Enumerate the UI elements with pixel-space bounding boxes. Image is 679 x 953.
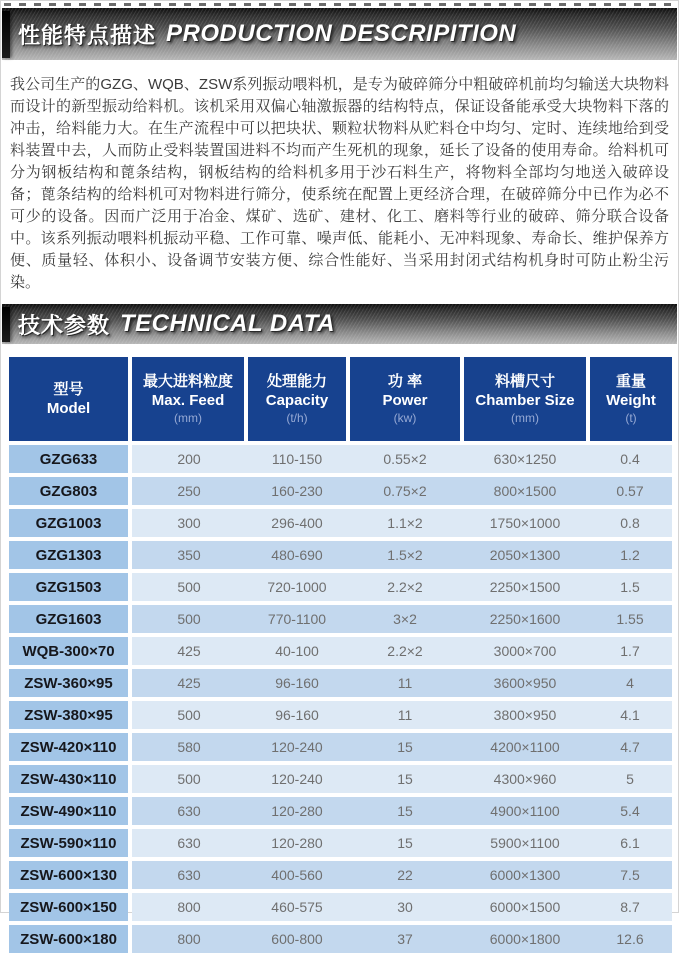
value-cell: 6.1 [620,835,640,851]
value-cell: 1.55 [616,611,644,627]
value-cell: 350 [177,547,201,563]
row-values [132,637,672,665]
column-header-max-feed [132,357,244,441]
column-header-unit: (t) [625,411,637,425]
table-row [9,829,670,857]
column-header-cn: 料槽尺寸 [494,373,555,390]
column-header-power [350,357,460,441]
value-cell: 630 [177,803,201,819]
value-cell: 11 [397,707,413,723]
table-row [9,541,670,569]
value-cell: 630 [177,867,201,883]
table-header-row [9,357,670,441]
model-cell: GZG633 [9,445,128,473]
value-cell: 6000×1300 [489,867,561,883]
column-header-en: Model [46,400,91,417]
value-cell: 1750×1000 [489,515,561,531]
section-title-cn: 技术参数 [18,312,111,338]
row-values [132,541,672,569]
value-cell: 4 [626,675,634,691]
model-cell: GZG803 [9,477,128,505]
value-cell: 0.57 [616,483,644,499]
value-cell: 2050×1300 [489,547,561,563]
value-cell: 580 [177,739,201,755]
value-cell: 4.7 [620,739,640,755]
value-cell: 300 [177,515,201,531]
row-values [132,893,672,921]
row-values [132,733,672,761]
value-cell: 0.75×2 [383,483,427,499]
value-cell: 460-575 [271,899,323,915]
value-cell: 15 [397,835,413,851]
model-cell: GZG1303 [9,541,128,569]
column-header-unit: (mm) [174,411,202,425]
value-cell: 96-160 [275,675,319,691]
model-cell: ZSW-490×110 [9,797,128,825]
column-header-en: Capacity [265,392,329,409]
band-left-wedge [2,307,10,342]
table-row [9,445,670,473]
value-cell: 0.55×2 [383,451,427,467]
model-cell: ZSW-360×95 [9,669,128,697]
column-header-cn: 处理能力 [266,373,327,390]
value-cell: 800 [177,899,201,915]
value-cell: 11 [397,675,413,691]
value-cell: 120-240 [271,739,323,755]
value-cell: 1.1×2 [387,515,423,531]
value-cell: 1.5 [620,579,640,595]
table-row [9,893,670,921]
model-cell: GZG1603 [9,605,128,633]
table-row [9,477,670,505]
value-cell: 40-100 [275,643,319,659]
value-cell: 110-150 [271,451,323,467]
value-cell: 30 [397,899,413,915]
column-header-model [9,357,128,441]
value-cell: 120-280 [271,835,323,851]
model-cell: ZSW-590×110 [9,829,128,857]
value-cell: 4900×1100 [490,803,560,819]
row-values [132,797,672,825]
value-cell: 250 [177,483,201,499]
column-header-cn: 功 率 [387,373,423,390]
column-header-en: Chamber Size [475,392,575,409]
value-cell: 3000×700 [493,643,557,659]
value-cell: 22 [397,867,413,883]
value-cell: 800×1500 [493,483,557,499]
section-title-en: PRODUCTION DESCRIPITION [166,20,517,47]
value-cell: 5900×1100 [490,835,560,851]
model-cell: ZSW-600×180 [9,925,128,953]
value-cell: 3800×950 [493,707,557,723]
value-cell: 15 [397,739,413,755]
row-values [132,925,672,953]
value-cell: 96-160 [275,707,319,723]
model-cell: GZG1003 [9,509,128,537]
value-cell: 4200×1100 [490,739,560,755]
value-cell: 480-690 [271,547,323,563]
section-header-technical-data [2,304,677,344]
value-cell: 400-560 [271,867,323,883]
value-cell: 0.8 [620,515,640,531]
value-cell: 3×2 [393,611,417,627]
section-title-cn: 性能特点描述 [18,22,157,48]
value-cell: 720-1000 [267,579,327,595]
value-cell: 2250×1500 [489,579,561,595]
column-header-en: Max. Feed [151,392,225,409]
row-values [132,573,672,601]
value-cell: 120-240 [271,771,323,787]
value-cell: 12.6 [616,931,644,947]
value-cell: 200 [177,451,201,467]
row-values [132,829,672,857]
section-title-en: TECHNICAL DATA [120,310,335,337]
column-header-chamber-size [464,357,586,441]
value-cell: 630×1250 [493,451,557,467]
value-cell: 4300×960 [493,771,557,787]
value-cell: 2250×1600 [489,611,561,627]
value-cell: 500 [177,707,201,723]
value-cell: 160-230 [271,483,323,499]
row-values [132,701,672,729]
column-header-unit: (kw) [393,411,417,425]
model-cell: ZSW-420×110 [9,733,128,761]
column-header-en: Power [382,392,428,409]
section-header-production-description [2,8,677,60]
row-values [132,669,672,697]
value-cell: 37 [397,931,413,947]
value-cell: 1.2 [620,547,640,563]
value-cell: 4.1 [620,707,640,723]
value-cell: 630 [177,835,201,851]
value-cell: 6000×1500 [489,899,561,915]
column-header-unit: (mm) [511,411,539,425]
model-cell: GZG1503 [9,573,128,601]
row-values [132,477,672,505]
table-row [9,861,670,889]
model-cell: ZSW-600×150 [9,893,128,921]
value-cell: 8.7 [620,899,640,915]
product-description-text: 我公司生产的GZG、WQB、ZSW系列振动喂料机，是专为破碎筛分中粗破碎机前均匀输送大块物料而设计的新型振动给料机。该机采用双偏心轴激振器的结构特点，保证设备能承受大块物料下落的冲击，给料能力大。在生产流程中可以把块状、颗粒状物料从贮料仓中均匀、定时、连续地给到受料装置中去，人而防止受料装置国进料不均而产生死机的现象，延长了设备的使用寿命。给料机可分为钢板结构和蓖条结构，钢板结构的给料机多用于沙石料生产，将物料全部均匀地送入破碎设备；蓖条结构的给料机可对物料进行筛分，使系统在配置上更经济合理，在破碎筛分中已作为必不可少的设备。因而广泛用于冶金、煤矿、选矿、建材、化工、磨料等行业的破碎、筛分联合设备中。该系列振动喂料机振动平稳、工作可靠、噪声低、能耗小、无冲料现象、寿命长、维护保养方便、质量轻、体积小、设备调节安装方便、综合性能好、当采用封闭式结构机身时可防止粉尘污染。 [10,76,669,291]
value-cell: 800 [177,931,201,947]
row-values [132,605,672,633]
value-cell: 500 [177,611,201,627]
table-row [9,637,670,665]
value-cell: 1.7 [620,643,640,659]
model-cell: ZSW-600×130 [9,861,128,889]
value-cell: 770-1100 [267,611,327,627]
table-row [9,573,670,601]
table-row [9,797,670,825]
table-row [9,733,670,761]
value-cell: 1.5×2 [387,547,423,563]
value-cell: 425 [177,643,201,659]
row-values [132,765,672,793]
column-header-unit: (t/h) [286,411,308,425]
column-header-capacity [248,357,346,441]
model-cell: ZSW-430×110 [9,765,128,793]
model-cell: ZSW-380×95 [9,701,128,729]
table-row [9,701,670,729]
technical-data-table [9,357,670,953]
value-cell: 7.5 [620,867,640,883]
column-header-weight [590,357,672,441]
value-cell: 5.4 [620,803,640,819]
table-row [9,765,670,793]
value-cell: 2.2×2 [387,579,423,595]
value-cell: 15 [397,803,413,819]
table-row [9,669,670,697]
table-row [9,605,670,633]
value-cell: 296-400 [271,515,323,531]
band-left-wedge [2,11,10,58]
value-cell: 2.2×2 [387,643,423,659]
table-row [9,925,670,953]
value-cell: 120-280 [271,803,323,819]
value-cell: 600-800 [271,931,323,947]
column-header-cn: 最大进料粒度 [142,373,233,390]
column-header-en: Weight [606,392,656,409]
value-cell: 425 [177,675,201,691]
top-dashed-divider [4,3,675,6]
value-cell: 500 [177,771,201,787]
value-cell: 0.4 [620,451,640,467]
value-cell: 6000×1800 [489,931,561,947]
row-values [132,861,672,889]
column-header-cn: 型号 [53,381,84,398]
row-values [132,445,672,473]
value-cell: 500 [177,579,201,595]
model-cell: WQB-300×70 [9,637,128,665]
table-row [9,509,670,537]
table-body [9,445,670,953]
value-cell: 5 [626,771,634,787]
value-cell: 15 [397,771,413,787]
row-values [132,509,672,537]
column-header-cn: 重量 [615,373,646,390]
value-cell: 3600×950 [493,675,557,691]
